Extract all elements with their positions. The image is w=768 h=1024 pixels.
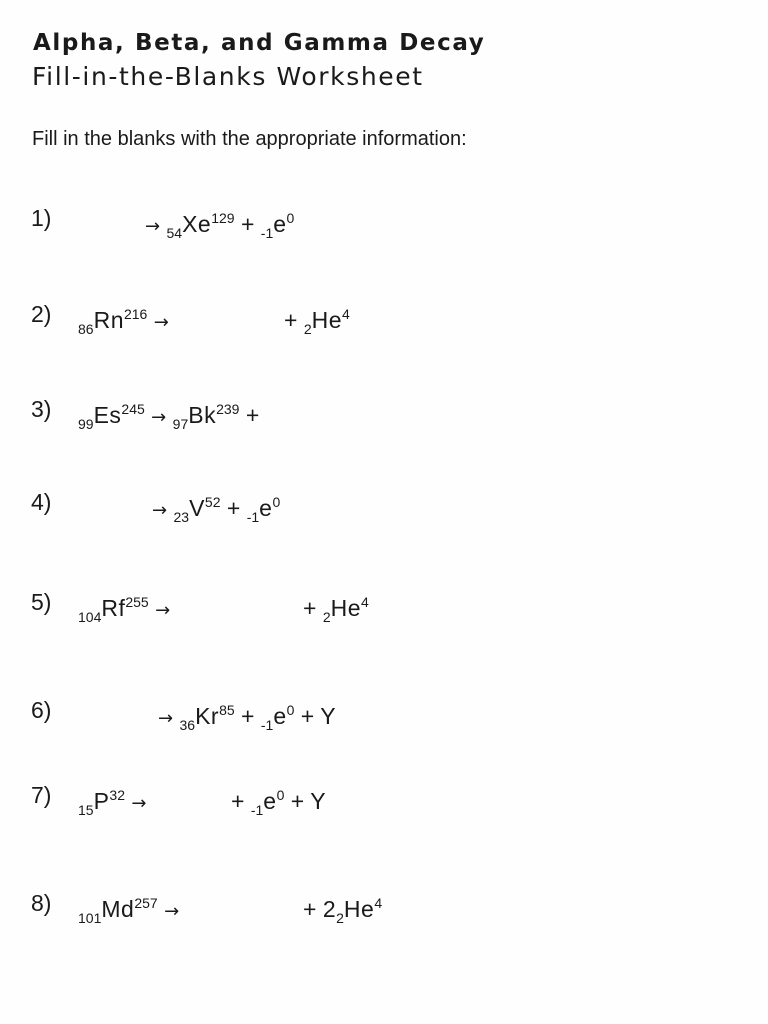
element-symbol: Kr: [195, 703, 220, 729]
reaction-arrow: →: [153, 312, 169, 333]
equation-right-side: [145, 198, 294, 253]
mass-number: 4: [361, 594, 369, 610]
mass-number: 0: [272, 494, 281, 510]
element-symbol: e: [273, 211, 287, 237]
problem-number: 1): [31, 205, 52, 231]
plus-sign: +: [240, 211, 255, 237]
equation: [78, 389, 259, 444]
atomic-number: 23: [173, 509, 190, 525]
reaction-arrow: →: [131, 793, 147, 814]
plus-sign: +: [303, 595, 317, 621]
atomic-number: 99: [78, 416, 94, 432]
problem-number: 7): [31, 782, 52, 808]
equation-right-side: [152, 482, 280, 537]
product-nuclide: [179, 702, 235, 733]
element-symbol: Md: [101, 896, 135, 922]
reaction-arrow: →: [164, 901, 180, 922]
problem-7: [0, 775, 768, 818]
atomic-number: 15: [78, 802, 94, 818]
problem-4: [0, 482, 768, 525]
element-symbol: e: [259, 495, 273, 521]
equation-right-side: [303, 883, 382, 938]
problem-6: [0, 690, 768, 733]
mass-number: 85: [219, 702, 235, 718]
equation-left-side: [78, 883, 179, 938]
problem-number: 5): [31, 589, 52, 615]
problem-8: [0, 883, 768, 926]
atomic-number: 2: [303, 321, 312, 337]
reaction-arrow: →: [151, 407, 167, 428]
product-nuclide: [303, 306, 350, 337]
worksheet-subtitle: Fill-in-the-Blanks Worksheet: [32, 62, 424, 91]
mass-number: 129: [211, 210, 235, 226]
element-symbol: Rf: [101, 595, 126, 621]
reactant-nuclide: [78, 895, 158, 926]
product-nuclide: [260, 210, 295, 241]
reaction-arrow: →: [155, 600, 171, 621]
atomic-number: 2: [322, 609, 331, 625]
product-nuclide: [250, 787, 285, 818]
gamma-symbol: Y: [320, 703, 336, 729]
gamma-symbol: Y: [310, 788, 326, 814]
reaction-arrow: →: [158, 708, 174, 729]
problem-number: 2): [31, 301, 52, 327]
product-nuclide: [260, 702, 295, 733]
mass-number: 0: [286, 210, 295, 226]
reactant-nuclide: [78, 401, 145, 432]
equation-right-side: [158, 690, 336, 745]
coefficient: 2: [322, 896, 337, 922]
worksheet-title: Alpha, Beta, and Gamma Decay: [33, 30, 486, 56]
plus-sign: +: [245, 402, 260, 428]
product-nuclide: [322, 895, 383, 926]
element-symbol: He: [330, 595, 362, 621]
product-nuclide: [172, 401, 240, 432]
mass-number: 245: [121, 401, 145, 417]
atomic-number: 36: [179, 717, 196, 733]
problem-2: [0, 294, 768, 337]
product-nuclide: [322, 594, 369, 625]
product-nuclide: [246, 494, 281, 525]
product-nuclide: [166, 210, 235, 241]
plus-sign: +: [303, 896, 317, 922]
element-symbol: He: [343, 896, 375, 922]
element-symbol: V: [189, 495, 205, 521]
mass-number: 52: [204, 494, 221, 510]
plus-sign: +: [290, 788, 305, 814]
atomic-number: 86: [78, 321, 94, 337]
mass-number: 4: [342, 306, 350, 322]
problem-5: [0, 582, 768, 625]
plus-sign: +: [241, 703, 255, 729]
mass-number: 216: [123, 306, 148, 322]
equation-right-side: [303, 582, 369, 637]
mass-number: 0: [286, 702, 295, 718]
equation-left-side: [78, 582, 170, 637]
atomic-number: 2: [336, 910, 344, 926]
element-symbol: Rn: [93, 307, 124, 333]
problem-number: 3): [31, 396, 52, 422]
atomic-number: -1: [260, 717, 274, 733]
problem-3: [0, 389, 768, 432]
problem-number: 6): [31, 697, 52, 723]
plus-sign: +: [300, 703, 315, 729]
mass-number: 239: [216, 401, 240, 417]
reactant-nuclide: [78, 594, 149, 625]
reaction-arrow: →: [145, 216, 161, 237]
mass-number: 32: [109, 787, 125, 803]
equation-right-side: [284, 294, 350, 349]
equation-right-side: [231, 775, 326, 830]
equation-left-side: [78, 294, 169, 349]
element-symbol: e: [263, 788, 277, 814]
product-nuclide: [173, 494, 221, 525]
element-symbol: He: [311, 307, 343, 333]
instructions-text: Fill in the blanks with the appropriate information:: [32, 128, 467, 150]
element-symbol: Xe: [182, 211, 212, 237]
element-symbol: P: [93, 788, 110, 814]
mass-number: 0: [276, 787, 285, 803]
element-symbol: Bk: [188, 402, 217, 428]
atomic-number: -1: [250, 802, 264, 818]
plus-sign: +: [226, 495, 241, 521]
mass-number: 257: [134, 895, 158, 911]
atomic-number: 101: [78, 910, 102, 926]
atomic-number: 54: [166, 225, 183, 241]
plus-sign: +: [284, 307, 298, 333]
reactant-nuclide: [78, 787, 125, 818]
element-symbol: Es: [93, 402, 122, 428]
problem-1: [0, 198, 768, 241]
reactant-nuclide: [78, 306, 148, 337]
problem-number: 8): [31, 890, 52, 916]
problem-number: 4): [31, 489, 52, 515]
equation-left-side: [78, 775, 146, 830]
atomic-number: -1: [260, 225, 274, 241]
element-symbol: e: [273, 703, 287, 729]
atomic-number: -1: [246, 509, 260, 525]
mass-number: 255: [125, 594, 149, 610]
plus-sign: +: [231, 788, 245, 814]
reaction-arrow: →: [152, 500, 168, 521]
mass-number: 4: [374, 895, 383, 911]
atomic-number: 104: [78, 609, 102, 625]
atomic-number: 97: [172, 416, 189, 432]
